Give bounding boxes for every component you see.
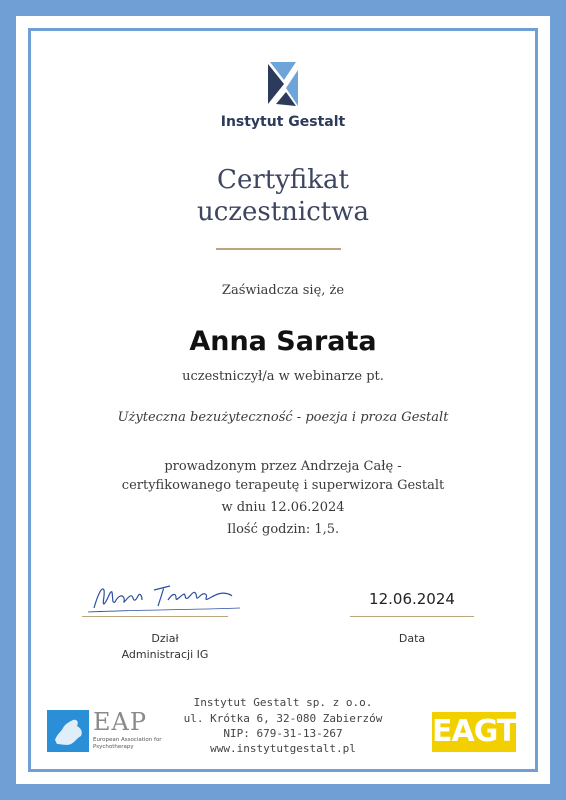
led-by-line-2: certyfikowanego terapeutę i superwizora Gestalt: [121, 478, 445, 493]
eagt-logo: EAGT: [432, 712, 516, 752]
signature-line: [82, 616, 228, 617]
title-divider: [216, 248, 341, 250]
date-line: [350, 616, 474, 617]
logo-text: Instytut Gestalt: [220, 114, 346, 130]
signature-image: [72, 560, 252, 618]
gestalt-logo-icon: [266, 60, 300, 108]
eap-abbreviation: EAP: [93, 708, 147, 736]
footer-nip: NIP: 679-31-13-267: [223, 727, 343, 740]
signature-label-line-2: Administracji IG: [121, 648, 209, 661]
title-line-1: Certyfikat: [217, 165, 349, 195]
footer-website: www.instytutgestalt.pl: [210, 742, 356, 755]
hours-line: Ilość godzin: 1,5.: [226, 522, 340, 537]
attestation-text: Zaświadcza się, że: [221, 283, 345, 298]
footer-company: Instytut Gestalt sp. z o.o.: [193, 696, 373, 709]
participation-text: uczestniczył/a w webinarze pt.: [182, 369, 384, 384]
date-label: Data: [398, 632, 426, 645]
webinar-title: Użyteczna bezużyteczność - poezja i proza Gestalt: [117, 410, 449, 425]
eap-logo: [47, 710, 162, 754]
eap-full-name: European Association for Psychotherapy: [93, 737, 162, 750]
footer-street: ul. Krótka 6, 32-080 Zabierzów: [183, 712, 383, 725]
issue-date-value: 12.06.2024: [369, 590, 455, 608]
recipient-name: Anna Sarata: [189, 326, 377, 357]
europe-map-icon: [47, 710, 89, 752]
certificate-title: [0, 164, 566, 228]
led-by-line-1: prowadzonym przez Andrzeja Całę -: [164, 459, 402, 474]
institute-logo: [0, 60, 566, 130]
title-line-2: uczestnictwa: [196, 197, 369, 227]
webinar-date-line: w dniu 12.06.2024: [221, 500, 345, 515]
signature-label-line-1: Dział: [151, 632, 179, 645]
